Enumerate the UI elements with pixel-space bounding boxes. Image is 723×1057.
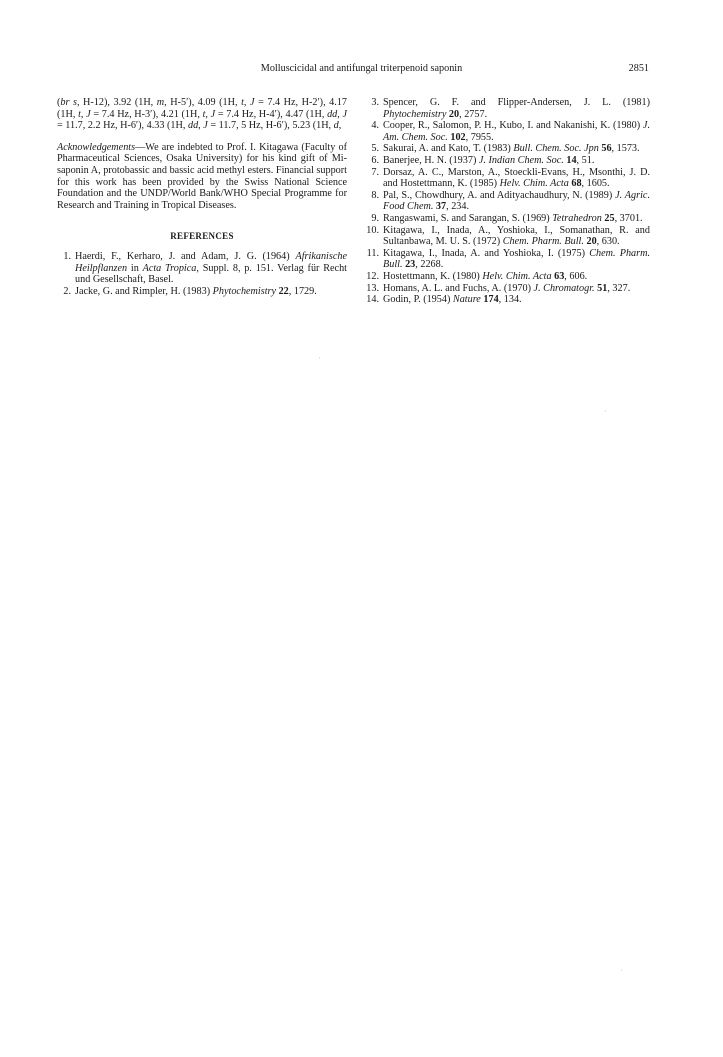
nmr-part: J	[342, 108, 348, 120]
scan-speck: ·	[620, 966, 623, 975]
reference-item: 3. Spencer, G. F. and Flipper-Andersen, J. L. (1981) Phytochemistry 20, 2757.	[371, 97, 650, 120]
nmr-part: = 7.4 Hz, H-3′), 4.21 (1H,	[90, 108, 203, 120]
scan-speck: ·	[604, 407, 607, 416]
reference-item: 11. Kitagawa, I., Inada, A. and Yoshioka, I. (1975) Chem. Pharm. Bull. 23, 2268.	[366, 247, 650, 271]
reference-item: 14. Godin, P. (1954) Nature 174, 134.	[366, 294, 522, 306]
page-number: 2851	[628, 63, 649, 74]
nmr-part: m	[156, 97, 165, 108]
nmr-part: J	[210, 108, 216, 120]
nmr-part: = 7.4 Hz, H-2′), 4.17 (1H,	[57, 97, 347, 120]
nmr-part: ,	[337, 108, 343, 120]
nmr-part: dd	[327, 108, 338, 120]
reference-item: 12. Hostettmann, K. (1980) Helv. Chim. Acta 63, 606.	[366, 270, 588, 282]
reference-item: 1. Haerdi, F., Kerharo, J. and Adam, J. G. (1964) Afrikanische Heilpflanzen in Acta Tropica, Suppl. 8, p. 151. Verlag für Recht und Gesellschaft, Basel.	[63, 250, 347, 286]
nmr-part: ,	[198, 120, 204, 132]
nmr-part: ,	[243, 97, 251, 108]
nmr-part: ,	[338, 120, 342, 132]
nmr-part: J	[250, 97, 255, 108]
scan-speck: ·	[318, 354, 321, 363]
reference-item: 6. Banerjee, H. N. (1937) J. Indian Chem. Soc. 14, 51.	[371, 154, 595, 166]
acknowledgements-text: —We are indebted to Prof. I. Kitagawa (Faculty of Pharmaceutical Sciences, Osaka University) for his kind gift of Mi-saponin A, protobassic and bassic acid methyl esters. Financial support for this work has been provided by the Swiss National Science Foundation and the UNDP/World Bank/WHO Special Programme for Research and Training in Tropical Diseases.	[57, 141, 347, 211]
right-column	[365, 97, 650, 306]
nmr-part: J	[86, 108, 91, 120]
nmr-part: t	[202, 108, 206, 120]
reference-item: 13. Homans, A. L. and Fuchs, A. (1970) J. Chromatogr. 51, 327.	[366, 282, 631, 294]
reference-list-right	[365, 97, 650, 306]
nmr-part: ,	[80, 108, 87, 120]
acknowledgements-paragraph	[57, 142, 347, 212]
nmr-part: = 11.7, 2.2 Hz, H-6′), 4.33 (1H,	[57, 120, 188, 132]
nmr-part: d	[333, 120, 339, 132]
reference-item: 8. Pal, S., Chowdhury, A. and Adityachaudhury, N. (1989) J. Agric. Food Chem. 37, 234.	[371, 189, 650, 213]
nmr-part: t	[241, 97, 244, 108]
running-head	[0, 63, 723, 77]
acknowledgements-label: Acknowledgements	[57, 141, 136, 153]
nmr-part: = 7.4 Hz, H-4′), 4.47 (1H,	[215, 108, 328, 120]
nmr-part: , H-5′), 4.09 (1H,	[164, 97, 242, 108]
nmr-part: , H-12), 3.92 (1H,	[76, 97, 157, 108]
reference-item: 5. Sakurai, A. and Kato, T. (1983) Bull. Chem. Soc. Jpn 56, 1573.	[371, 143, 640, 155]
running-title: Molluscicidal and antifungal triterpenoid saponin	[260, 63, 463, 74]
reference-item: 10. Kitagawa, I., Inada, A., Yoshioka, I., Somanathan, R. and Sultanbawa, M. U. S. (1972) Chem. Pharm. Bull. 20, 630.	[366, 224, 650, 248]
nmr-part: J	[203, 120, 208, 132]
nmr-data-paragraph: (br s, H-12), 3.92 (1H, m, H-5′), 4.09 (1H, t, J = 7.4 Hz, H-2′), 4.17 (1H, t, J = 7.4 Hz, H-3′), 4.21 (1H, t, J = 7.4 Hz, H-4′), 4.47 (1H, dd, J = 11.7, 2.2 Hz, H-6′), 4.33 (1H, dd, J = 11.7, 5 Hz, H-6′), 5.23 (1H, d,	[57, 97, 348, 132]
reference-item: 2. Jacke, G. and Rimpler, H. (1983) Phytochemistry 22, 1729.	[63, 285, 317, 297]
nmr-part: t	[78, 108, 81, 120]
reference-item: 4. Cooper, R., Salomon, P. H., Kubo, I. and Nakanishi, K. (1980) J. Am. Chem. Soc. 102, 7955.	[371, 120, 650, 143]
reference-item: 7. Dorsaz, A. C., Marston, A., Stoeckli-Evans, H., Msonthi, J. D. and Hostettmann, K. (1985) Helv. Chim. Acta 68, 1605.	[371, 166, 650, 190]
nmr-part: dd	[187, 120, 199, 132]
left-column	[57, 97, 347, 297]
nmr-part: ,	[205, 108, 211, 120]
reference-item: 9. Rangaswami, S. and Sarangan, S. (1969) Tetrahedron 25, 3701.	[371, 212, 643, 224]
nmr-part: br s	[60, 97, 77, 108]
references-heading: REFERENCES	[170, 231, 234, 242]
reference-list-left	[57, 251, 347, 297]
nmr-part: = 11.7, 5 Hz, H-6′), 5.23 (1H,	[207, 120, 334, 132]
